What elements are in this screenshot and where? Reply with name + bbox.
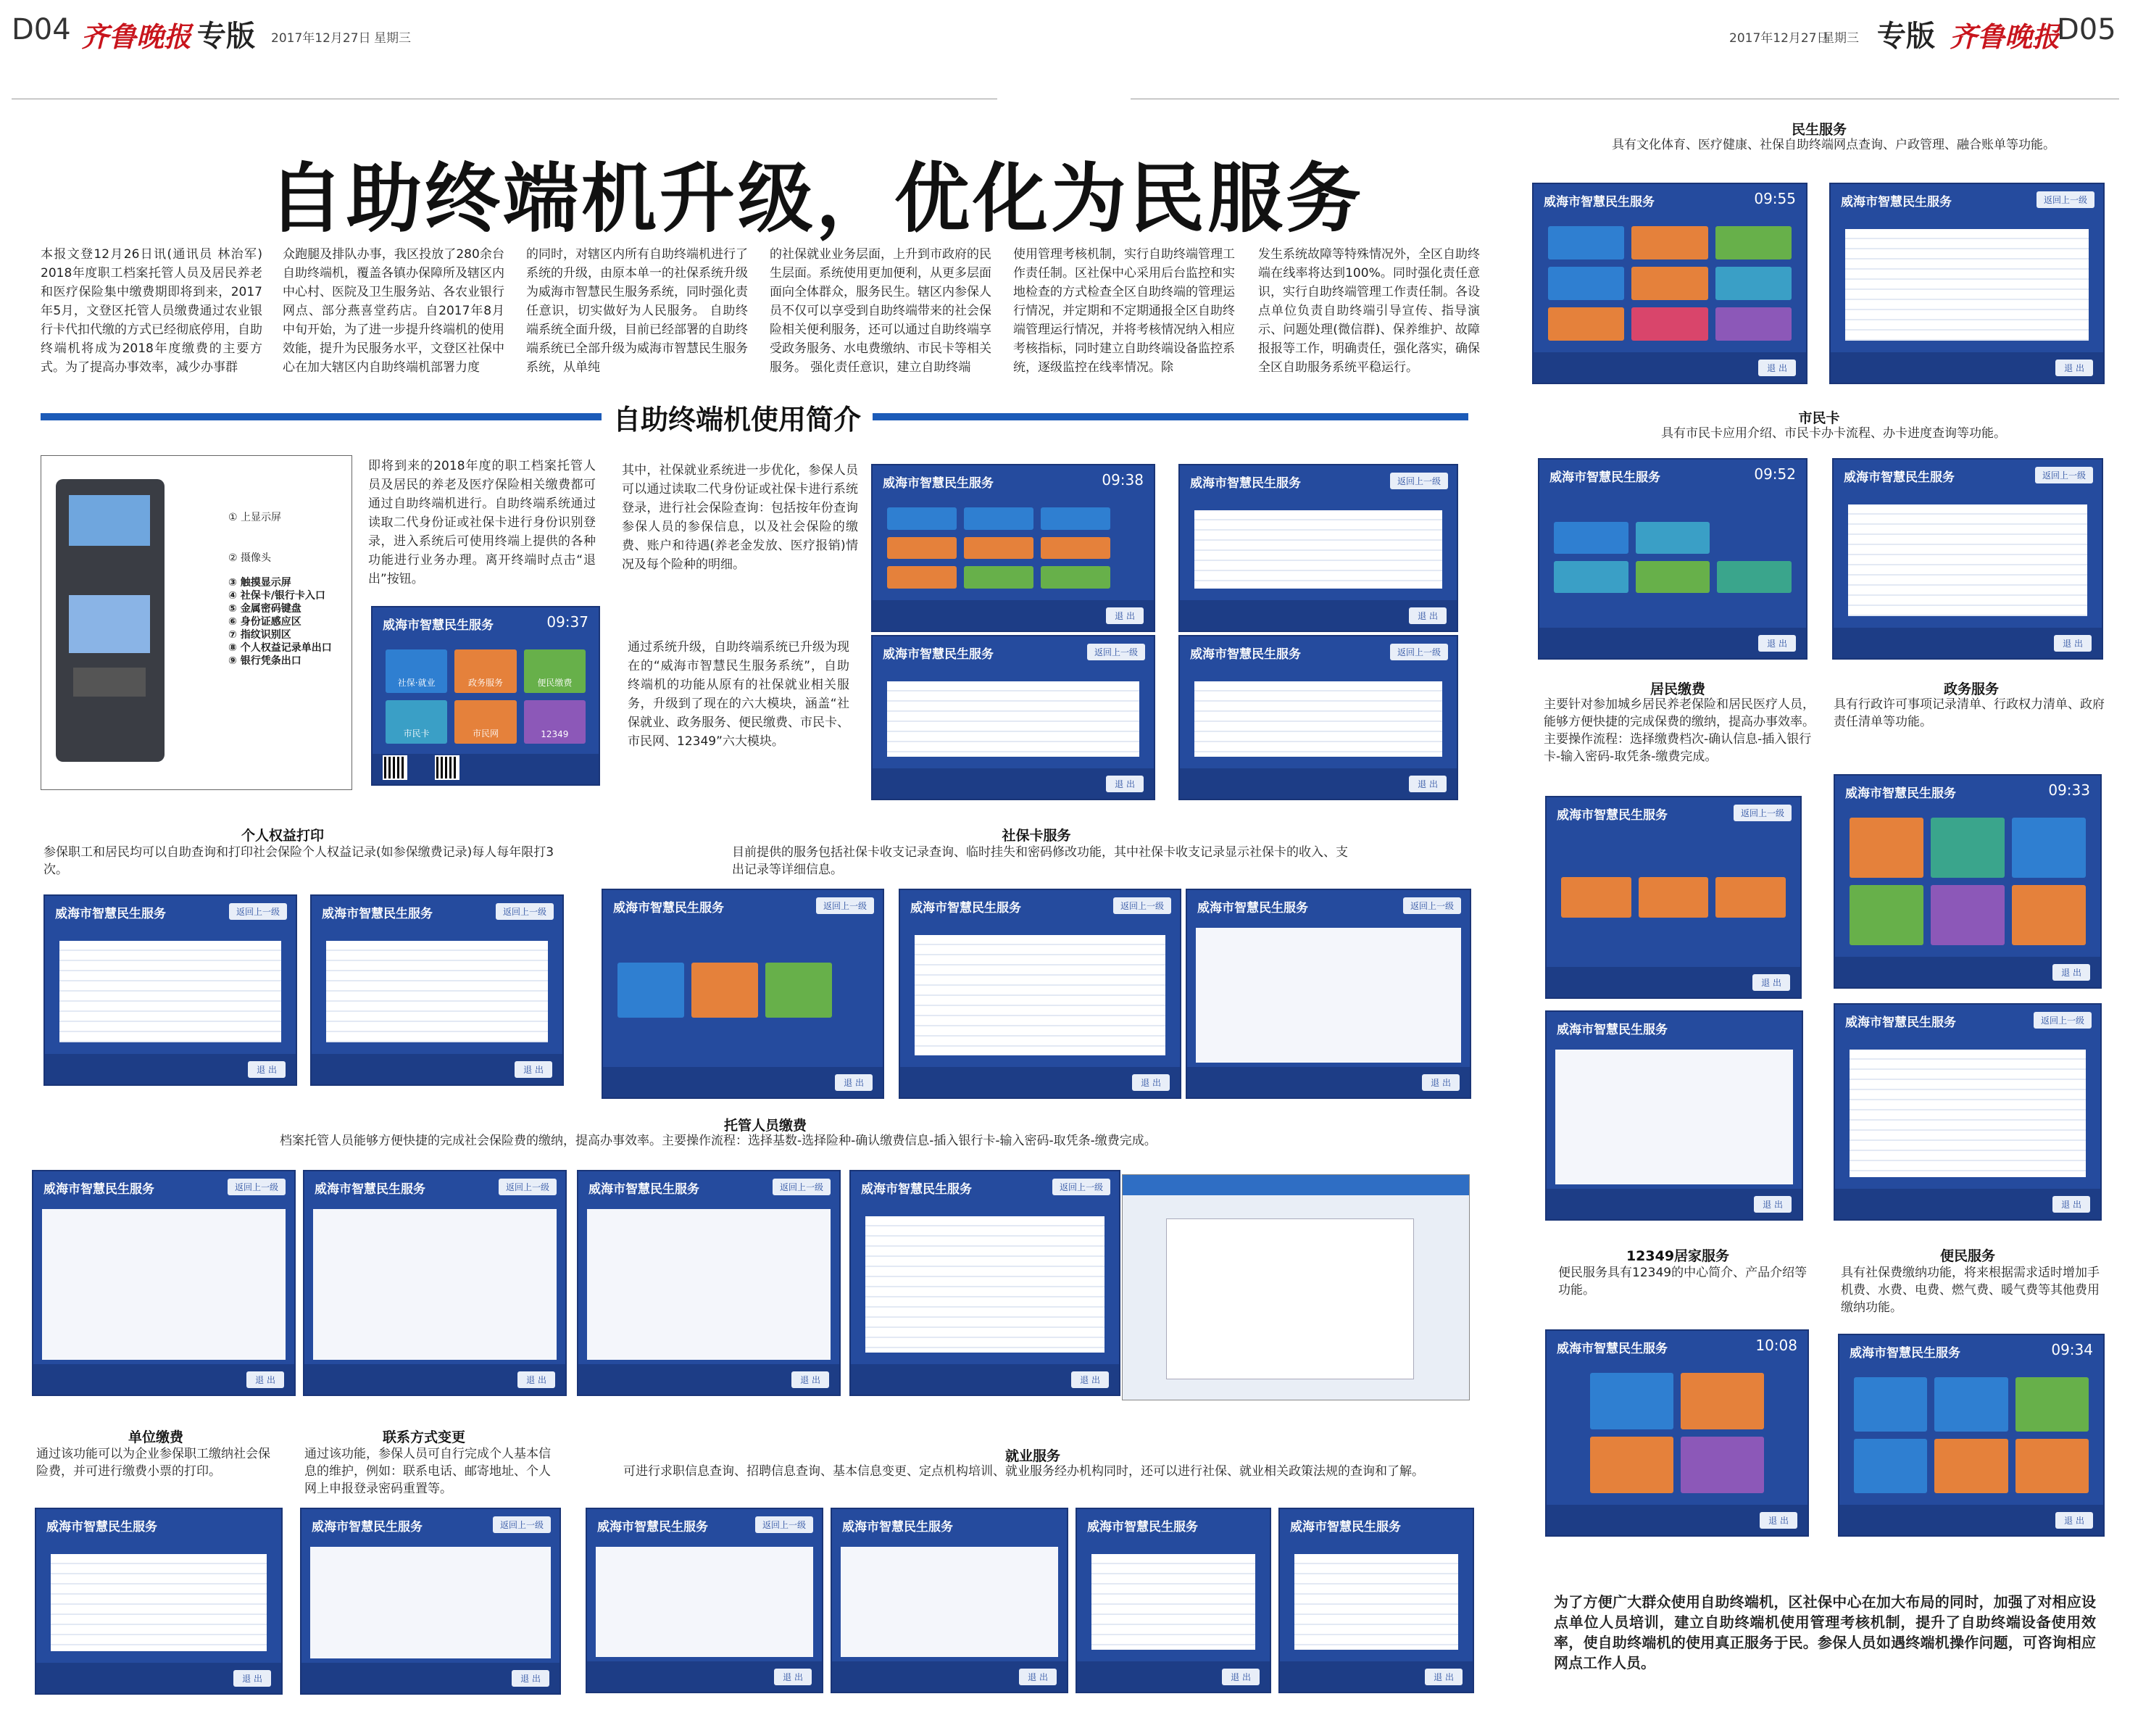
menu-tile[interactable] bbox=[1041, 566, 1110, 589]
screen-people-list bbox=[1829, 183, 2105, 384]
exit-button[interactable]: 退 出 bbox=[1106, 607, 1144, 624]
back-button[interactable]: 返回上一级 bbox=[755, 1516, 813, 1533]
unit-title: 单位缴费 bbox=[128, 1429, 183, 1445]
trust-text: 档案托管人员能够方便快捷的完成社会保险费的缴纳，提高办事效率。主要操作流程：选择基数-选择险种-确认缴费信息-插入银行卡-输入密码-取凭条-缴费完成。 bbox=[280, 1134, 1157, 1148]
menu-tile[interactable] bbox=[1681, 1437, 1764, 1493]
screen-insurance-query bbox=[1178, 464, 1458, 632]
form-panel bbox=[841, 1547, 1058, 1657]
screen-resident-confirm bbox=[1545, 1010, 1803, 1221]
screen-title: 威海市智慧民生服务 bbox=[1845, 1016, 1956, 1030]
screen-citizen-list bbox=[1832, 458, 2103, 660]
screen-footer bbox=[1180, 768, 1457, 799]
kiosk-touch-screen bbox=[69, 595, 150, 653]
menu-tile[interactable] bbox=[1931, 818, 2005, 878]
gov-text: 具有行政许可事项记录清单、行政权力清单、政府责任清单等功能。 bbox=[1834, 697, 2105, 729]
content-panel bbox=[587, 1209, 831, 1360]
page-number-right: D05 bbox=[2057, 13, 2116, 46]
exit-button[interactable]: 退 出 bbox=[1019, 1669, 1057, 1685]
exit-button[interactable]: 退 出 bbox=[515, 1061, 552, 1078]
screen-footer bbox=[312, 1054, 562, 1084]
tile-social-security[interactable]: 社保·就业 bbox=[386, 649, 447, 693]
screen-home-menu bbox=[1545, 1329, 1809, 1537]
exit-button[interactable]: 退 出 bbox=[512, 1670, 549, 1687]
menu-tile[interactable] bbox=[1854, 1439, 1927, 1493]
exit-button[interactable]: 退 出 bbox=[1425, 1669, 1463, 1685]
data-table bbox=[1194, 681, 1442, 757]
kiosk-part-labels bbox=[228, 507, 350, 668]
menu-tile[interactable] bbox=[1631, 226, 1707, 259]
screen-footer bbox=[1547, 1189, 1802, 1219]
menu-tile[interactable] bbox=[1554, 522, 1628, 554]
data-table bbox=[1848, 504, 2087, 616]
screen-footer bbox=[1831, 352, 2103, 383]
back-button[interactable]: 返回上一级 bbox=[773, 1179, 831, 1195]
utility-text: 具有社保费缴纳功能，将来根据需求适时增加手机费、水费、电费、燃气费、暖气费等其他费用缴纳功能。 bbox=[1841, 1266, 2100, 1315]
screen-footer bbox=[873, 600, 1154, 631]
screen-title: 威海市智慧民生服务 bbox=[842, 1520, 953, 1534]
form-panel bbox=[310, 1547, 551, 1658]
screen-title: 威海市智慧民生服务 bbox=[1197, 901, 1308, 915]
job-title: 就业服务 bbox=[1004, 1448, 1060, 1464]
exit-button[interactable]: 退 出 bbox=[233, 1670, 271, 1687]
screen-title: 威海市智慧民生服务 bbox=[588, 1182, 699, 1197]
screen-gov-menu bbox=[1834, 774, 2102, 989]
screen-footer bbox=[301, 1663, 559, 1693]
content-panel bbox=[1555, 1050, 1793, 1184]
screen-personal-1 bbox=[43, 894, 297, 1086]
screen-title: 威海市智慧民生服务 bbox=[883, 647, 994, 662]
screen-card-menu bbox=[602, 889, 884, 1099]
screen-footer bbox=[1280, 1661, 1473, 1692]
contact-text: 通过该功能，参保人员可自行完成个人基本信息的维护，例如：联系电话、邮寄地址、个人网上申报登录密码重置等。 bbox=[304, 1447, 551, 1496]
tile-citizen-web[interactable]: 市民网 bbox=[454, 700, 516, 744]
exit-button[interactable]: 退 出 bbox=[246, 1371, 284, 1388]
screen-clock: 09:55 bbox=[1754, 190, 1796, 207]
menu-tile[interactable] bbox=[617, 963, 684, 1018]
menu-tile[interactable] bbox=[887, 507, 957, 530]
menu-tile[interactable] bbox=[1931, 885, 2005, 945]
exit-button[interactable]: 退 出 bbox=[1132, 1074, 1170, 1091]
menu-tile[interactable] bbox=[1715, 226, 1792, 259]
screen-contact-change bbox=[300, 1508, 561, 1695]
screen-footer bbox=[603, 1067, 883, 1097]
tile-payment[interactable]: 便民缴费 bbox=[524, 649, 586, 693]
screen-gov-list bbox=[1834, 1003, 2102, 1221]
menu-tile[interactable] bbox=[1934, 1439, 2008, 1493]
screen-personal-2 bbox=[310, 894, 564, 1086]
screen-footer bbox=[578, 1364, 839, 1395]
menu-tile[interactable] bbox=[1639, 877, 1709, 918]
screen-footer bbox=[33, 1364, 294, 1395]
back-button[interactable]: 返回上一级 bbox=[1403, 897, 1461, 914]
screen-footer bbox=[1835, 957, 2100, 987]
screen-footer bbox=[1187, 1067, 1470, 1097]
menu-tile[interactable] bbox=[2012, 818, 2086, 878]
back-button[interactable]: 返回上一级 bbox=[496, 903, 554, 920]
date-right: 2017年12月27日 bbox=[1729, 31, 1829, 46]
data-table bbox=[1294, 1554, 1458, 1650]
tile-12349[interactable]: 12349 bbox=[524, 700, 586, 744]
screen-trust-4 bbox=[849, 1170, 1120, 1396]
menu-tile[interactable] bbox=[765, 963, 832, 1018]
exit-button[interactable]: 退 出 bbox=[1760, 1512, 1797, 1529]
kiosk-label: ⑦ 指纹识别区 bbox=[228, 629, 291, 641]
guide-header bbox=[1123, 1175, 1469, 1195]
data-table bbox=[915, 935, 1165, 1055]
data-table bbox=[887, 681, 1139, 757]
screen-job-2 bbox=[831, 1508, 1068, 1693]
exit-button[interactable]: 退 出 bbox=[1071, 1371, 1109, 1388]
menu-tile[interactable] bbox=[2015, 1377, 2089, 1432]
screen-card-loss bbox=[1186, 889, 1471, 1099]
screen-clock: 09:33 bbox=[2048, 781, 2090, 799]
screen-title: 威海市智慧民生服务 bbox=[315, 1182, 425, 1197]
screen-title: 威海市智慧民生服务 bbox=[910, 901, 1021, 915]
kiosk-label: ② 摄像头 bbox=[228, 552, 272, 564]
screen-title: 威海市智慧民生服务 bbox=[1557, 1023, 1668, 1037]
screen-social-menu bbox=[871, 464, 1155, 632]
menu-tile[interactable] bbox=[964, 537, 1033, 560]
data-table bbox=[1850, 1050, 2086, 1177]
unit-text: 通过该功能可以为企业参保职工缴纳社会保险费，并可进行缴费小票的打印。 bbox=[36, 1447, 270, 1479]
people-title: 民生服务 bbox=[1791, 122, 1847, 138]
weekday-left: 星期三 bbox=[374, 31, 411, 46]
screen-footer bbox=[1835, 1189, 2100, 1219]
screen-footer bbox=[587, 1661, 822, 1692]
screen-title: 威海市智慧民生服务 bbox=[1190, 476, 1301, 491]
article-col-6: 发生系统故障等特殊情况外，全区自助终端在线率将达到100%。同时强化责任意识，实行自助终端管理工作责任制。各设点单位负责自助终端引导宣传、指导演示、问题处理(微信群)、保养维护、故障报报等工作，明确责任，强化落实，确保全区自助服务系统平稳运行。 bbox=[1258, 247, 1480, 375]
tile-government[interactable]: 政务服务 bbox=[454, 649, 516, 693]
screen-title: 威海市智慧民生服务 bbox=[613, 901, 724, 915]
screen-footer bbox=[851, 1364, 1119, 1395]
back-button[interactable]: 返回上一级 bbox=[1390, 644, 1448, 660]
screen-people-menu bbox=[1532, 183, 1807, 384]
exit-button[interactable]: 退 出 bbox=[2055, 1512, 2093, 1529]
back-button[interactable]: 返回上一级 bbox=[1113, 897, 1171, 914]
menu-tile[interactable] bbox=[1636, 522, 1710, 554]
menu-tile[interactable] bbox=[1631, 307, 1707, 341]
back-button[interactable]: 返回上一级 bbox=[493, 1516, 551, 1533]
qr-code bbox=[383, 755, 407, 780]
menu-tile[interactable] bbox=[1715, 307, 1792, 341]
exit-button[interactable]: 退 出 bbox=[1752, 974, 1790, 991]
data-table bbox=[865, 1216, 1104, 1353]
newspaper-logo-left: 齐鲁晚报 bbox=[81, 20, 192, 53]
content-panel bbox=[313, 1209, 557, 1360]
back-button[interactable]: 返回上一级 bbox=[1734, 805, 1792, 821]
screen-clock: 09:37 bbox=[546, 613, 588, 631]
exit-button[interactable]: 退 出 bbox=[248, 1061, 286, 1078]
back-button[interactable]: 返回上一级 bbox=[816, 897, 874, 914]
menu-tile[interactable] bbox=[1548, 307, 1624, 341]
screen-title: 威海市智慧民生服务 bbox=[1544, 195, 1655, 209]
screen-unit-payment bbox=[35, 1508, 283, 1695]
screen-footer bbox=[1077, 1661, 1270, 1692]
citizen-text: 具有市民卡应用介绍、市民卡办卡流程、办卡进度查询等功能。 bbox=[1661, 426, 2006, 441]
exit-button[interactable]: 退 出 bbox=[2055, 360, 2093, 376]
screen-citizen-menu bbox=[1538, 458, 1807, 660]
data-table bbox=[59, 941, 281, 1042]
newspaper-logo-right: 齐鲁晚报 bbox=[1950, 20, 2060, 53]
menu-tile[interactable] bbox=[1934, 1377, 2008, 1432]
screen-footer bbox=[832, 1661, 1067, 1692]
section-label-left: 专版 bbox=[197, 20, 255, 53]
screen-trust-1 bbox=[32, 1170, 296, 1396]
resident-text: 主要针对参加城乡居民养老保险和居民医疗人员，能够方便快捷的完成保费的缴纳，提高办事效率。主要操作流程：选择缴费档次-确认信息-插入银行卡-输入密码-取凭条-缴费完成。 bbox=[1544, 697, 1815, 764]
screen-title: 威海市智慧民生服务 bbox=[883, 476, 994, 491]
screen-footer bbox=[1180, 600, 1457, 631]
gov-title: 政务服务 bbox=[1943, 681, 1999, 697]
kiosk-label: ① 上显示屏 bbox=[228, 512, 282, 523]
screen-footer bbox=[373, 754, 599, 784]
article-col-1: 本报文登12月26日讯(通讯员 林治军) 2018年度职工档案托管人员及居民养老和医疗保险集中缴费期即将到来，2017年5月，文登区托管人员缴费通过农业银行卡代扣代缴的方式已经彻底停用，自助终端机将成为2018年度缴费的主要方式。为了提高办事效率，减少办事群 bbox=[41, 247, 262, 375]
screen-card-records bbox=[899, 889, 1181, 1099]
screen-trust-2 bbox=[303, 1170, 567, 1396]
intro-para-3: 通过系统升级，自助终端系统已升级为现在的“威海市智慧民生服务系统”，自助终端机的功能从原有的社保就业相关服务，升级到了现在的六大模块，涵盖“社保就业、政务服务、便民缴费、市民卡、市民网、12349”六大模块。 bbox=[628, 640, 849, 749]
screen-title: 威海市智慧民生服务 bbox=[1549, 470, 1660, 485]
exit-button[interactable]: 退 出 bbox=[1422, 1074, 1460, 1091]
kiosk-label: ⑤ 金属密码键盘 bbox=[228, 603, 301, 615]
screen-title: 威海市智慧民生服务 bbox=[1841, 195, 1952, 209]
menu-tile[interactable] bbox=[964, 507, 1033, 530]
kiosk-label: ⑧ 个人权益记录单出口 bbox=[228, 642, 332, 654]
data-table bbox=[1091, 1554, 1255, 1650]
back-button[interactable]: 返回上一级 bbox=[499, 1179, 557, 1195]
screen-title: 威海市智慧民生服务 bbox=[1557, 808, 1668, 823]
screen-job-4 bbox=[1278, 1508, 1474, 1693]
exit-button[interactable]: 退 出 bbox=[1754, 1196, 1792, 1213]
screen-trust-3 bbox=[577, 1170, 841, 1396]
intro-para-1: 即将到来的2018年度的职工档案托管人员及居民的养老及医疗保险相关缴费都可通过自助终端机进行。自助终端系统通过读取二代身份证或社保卡进行身份识别登录，进入系统后可使用终端上提供的各种功能进行业务办理。离开终端时点击“退出”按钮。 bbox=[368, 459, 596, 586]
exit-button[interactable]: 退 出 bbox=[791, 1371, 829, 1388]
screen-account-detail bbox=[1178, 635, 1458, 800]
guide-panel bbox=[1166, 1218, 1414, 1379]
menu-tile[interactable] bbox=[1850, 885, 1923, 945]
exit-button[interactable]: 退 出 bbox=[517, 1371, 555, 1388]
main-headline: 自助终端机升级，优化为民服务 bbox=[268, 154, 1365, 243]
closing-paragraph: 为了方便广大群众使用自助终端机，区社保中心在加大布局的同时，加强了对相应设点单位人员培训，建立自助终端机使用管理考核机制，提升了自助终端设备使用效率，使自助终端机的使用真正服务于民。参保人员如遇终端机操作问题，可咨询相应网点工作人员。 bbox=[1554, 1593, 2096, 1671]
screen-footer bbox=[1547, 967, 1800, 997]
screen-title: 威海市智慧民生服务 bbox=[322, 907, 433, 921]
kiosk-label: ③ 触摸显示屏 bbox=[228, 577, 291, 589]
intro-section-title: 自助终端机使用简介 bbox=[602, 397, 873, 437]
screen-title: 威海市智慧民生服务 bbox=[597, 1520, 708, 1534]
kiosk-label: ⑥ 身份证感应区 bbox=[228, 616, 301, 628]
exit-button[interactable]: 退 出 bbox=[1758, 635, 1796, 652]
screen-footer bbox=[304, 1364, 565, 1395]
screen-job-3 bbox=[1076, 1508, 1271, 1693]
menu-tile[interactable] bbox=[1850, 818, 1923, 878]
data-table bbox=[1845, 229, 2089, 341]
article-col-3: 的同时，对辖区内所有自助终端机进行了系统的升级，由原本单一的社保系统升级为威海市智慧民生服务系统，同时强化责任意识，切实做好为人民服务。 自助终端系统全面升级，目前已经部署的自助终端系统已全部升级为威海市智慧民生服务系统，从单纯 bbox=[526, 247, 748, 375]
screen-footer bbox=[873, 768, 1154, 799]
back-button[interactable]: 返回上一级 bbox=[1087, 644, 1145, 660]
back-button[interactable]: 返回上一级 bbox=[2035, 467, 2093, 483]
weekday-right: 星期三 bbox=[1822, 31, 1859, 46]
screen-title: 威海市智慧民生服务 bbox=[312, 1520, 423, 1534]
screen-footer bbox=[36, 1663, 281, 1693]
personal-text: 参保职工和居民均可以自助查询和打印社会保险个人权益记录(如参保缴费记录)每人每年限打3次。 bbox=[43, 845, 554, 877]
kiosk-keypad bbox=[73, 668, 146, 697]
utility-title: 便民服务 bbox=[1939, 1248, 1995, 1264]
menu-tile[interactable] bbox=[1715, 267, 1792, 300]
page-number-left: D04 bbox=[12, 13, 71, 46]
exit-button[interactable]: 退 出 bbox=[2054, 635, 2092, 652]
back-button[interactable]: 返回上一级 bbox=[2037, 191, 2094, 208]
tile-citizen-card[interactable]: 市民卡 bbox=[386, 700, 447, 744]
exit-button[interactable]: 退 出 bbox=[2052, 1196, 2090, 1213]
menu-tile[interactable] bbox=[1636, 561, 1710, 593]
kiosk-figure bbox=[41, 455, 352, 790]
menu-tile[interactable] bbox=[1561, 877, 1631, 918]
kiosk-label: ④ 社保卡/银行卡入口 bbox=[228, 590, 325, 602]
kiosk-machine-image bbox=[56, 479, 165, 762]
data-table bbox=[326, 941, 548, 1042]
exit-button[interactable]: 退 出 bbox=[1106, 776, 1144, 792]
exit-button[interactable]: 退 出 bbox=[835, 1074, 873, 1091]
screen-resident-menu bbox=[1545, 796, 1802, 999]
screen-footer bbox=[1834, 628, 2102, 658]
menu-tile[interactable] bbox=[1548, 267, 1624, 300]
personal-title: 个人权益打印 bbox=[241, 828, 324, 844]
menu-tile[interactable] bbox=[1041, 507, 1110, 530]
resident-title: 居民缴费 bbox=[1649, 681, 1705, 697]
home-text: 便民服务具有12349的中心简介、产品介绍等功能。 bbox=[1558, 1266, 1807, 1297]
screen-clock: 09:52 bbox=[1754, 465, 1796, 483]
screen-title: 威海市智慧民生服务 bbox=[1190, 647, 1301, 662]
section-label-right: 专版 bbox=[1877, 20, 1935, 53]
screen-main-menu bbox=[371, 606, 600, 786]
home-title: 12349居家服务 bbox=[1626, 1248, 1730, 1264]
operation-guide-figure bbox=[1122, 1174, 1470, 1400]
screen-title: 威海市智慧民生服务 bbox=[1557, 1342, 1668, 1356]
content-panel bbox=[42, 1209, 286, 1360]
date-left: 2017年12月27日 bbox=[271, 31, 371, 46]
screen-title: 威海市智慧民生服务 bbox=[383, 618, 494, 633]
qr-code bbox=[435, 755, 459, 780]
screen-clock: 09:34 bbox=[2051, 1341, 2093, 1358]
back-button[interactable]: 返回上一级 bbox=[1052, 1179, 1110, 1195]
people-text: 具有文化体育、医疗健康、社保自助终端网点查询、户政管理、融合账单等功能。 bbox=[1612, 138, 2055, 152]
screen-title: 威海市智慧民生服务 bbox=[861, 1182, 972, 1197]
menu-tile[interactable] bbox=[1041, 537, 1110, 560]
menu-tile[interactable] bbox=[2015, 1439, 2089, 1493]
screen-footer bbox=[1839, 1505, 2103, 1535]
exit-button[interactable]: 退 出 bbox=[1409, 607, 1447, 624]
exit-button[interactable]: 退 出 bbox=[774, 1669, 812, 1685]
menu-tile[interactable] bbox=[1590, 1437, 1673, 1493]
exit-button[interactable]: 退 出 bbox=[1758, 360, 1796, 376]
kiosk-label: ⑨ 银行凭条出口 bbox=[228, 655, 301, 667]
back-button[interactable]: 返回上一级 bbox=[228, 1179, 286, 1195]
menu-tile[interactable] bbox=[964, 566, 1033, 589]
data-table bbox=[51, 1554, 267, 1651]
screen-payment-detail bbox=[871, 635, 1155, 800]
back-button[interactable]: 返回上一级 bbox=[229, 903, 287, 920]
screen-job-1 bbox=[586, 1508, 823, 1693]
screen-title: 威海市智慧民生服务 bbox=[1845, 786, 1956, 801]
menu-tile[interactable] bbox=[1681, 1373, 1764, 1429]
kiosk-upper-screen bbox=[69, 495, 150, 546]
screen-title: 威海市智慧民生服务 bbox=[1087, 1520, 1198, 1534]
menu-tile[interactable] bbox=[1548, 226, 1624, 259]
screen-title: 威海市智慧民生服务 bbox=[1850, 1346, 1960, 1361]
menu-tile[interactable] bbox=[691, 963, 758, 1018]
intro-para-2: 其中，社保就业系统进一步优化，参保人员可以通过读取二代身份证或社保卡进行系统登录，进行社会保险查询：包括按年份查询参保人员的参保信息，以及社会保险的缴费、账户和待遇(养老金发放、医疗报销)情况及每个险种的明细。 bbox=[622, 463, 858, 572]
menu-tile[interactable] bbox=[2012, 885, 2086, 945]
screen-footer bbox=[1539, 628, 1806, 658]
menu-tile[interactable] bbox=[1631, 267, 1707, 300]
screen-utility-menu bbox=[1838, 1334, 2105, 1537]
screen-title: 威海市智慧民生服务 bbox=[43, 1182, 154, 1197]
menu-tile[interactable] bbox=[1715, 877, 1786, 918]
screen-footer bbox=[1534, 352, 1806, 383]
menu-tile[interactable] bbox=[887, 566, 957, 589]
menu-tile[interactable] bbox=[1717, 561, 1792, 593]
exit-button[interactable]: 退 出 bbox=[2052, 964, 2090, 981]
back-button[interactable]: 返回上一级 bbox=[2034, 1012, 2092, 1029]
menu-tile[interactable] bbox=[1590, 1373, 1673, 1429]
menu-tile[interactable] bbox=[1854, 1377, 1927, 1432]
menu-tile[interactable] bbox=[1554, 561, 1628, 593]
data-table bbox=[1194, 510, 1442, 589]
content-panel bbox=[1196, 928, 1461, 1063]
exit-button[interactable]: 退 出 bbox=[1222, 1669, 1260, 1685]
screen-footer bbox=[1547, 1505, 1807, 1535]
article-col-5: 使用管理考核机制，实行自助终端管理工作责任制。区社保中心采用后台监控和实地检查的方式检查全区自助终端的管理运行情况，并定期和不定期通报全区自助终端管理运行情况，并将考核情况纳入相应考核指标，同时建立自助终端设备监控系统，逐级监控在线率情况。除 bbox=[1013, 247, 1235, 375]
screen-clock: 10:08 bbox=[1755, 1337, 1797, 1354]
back-button[interactable]: 返回上一级 bbox=[1390, 473, 1448, 489]
menu-tile-empty bbox=[1717, 522, 1792, 554]
contact-title: 联系方式变更 bbox=[382, 1429, 465, 1445]
screen-title: 威海市智慧民生服务 bbox=[46, 1520, 157, 1534]
screen-title: 威海市智慧民生服务 bbox=[55, 907, 166, 921]
menu-tile[interactable] bbox=[887, 537, 957, 560]
card-title: 社保卡服务 bbox=[1002, 828, 1071, 844]
exit-button[interactable]: 退 出 bbox=[1409, 776, 1447, 792]
screen-footer bbox=[45, 1054, 296, 1084]
job-text: 可进行求职信息查询、招聘信息查询、基本信息变更、定点机构培训、就业服务经办机构同时，还可以进行社保、就业相关政策法规的查询和了解。 bbox=[623, 1464, 1424, 1479]
article-col-4: 的社保就业业务层面，上升到市政府的民生层面。系统使用更加便利，从更多层面面向全体群众，服务民生。辖区内参保人员不仅可以享受到自助终端带来的社会保险相关便利服务，还可以通过自助终端享受政务服务、水电费缴纳、市民卡等相关服务。 强化责任意识，建立自助终端 bbox=[770, 247, 991, 375]
screen-clock: 09:38 bbox=[1102, 471, 1144, 489]
trust-title: 托管人员缴费 bbox=[723, 1118, 807, 1134]
article-col-2: 众跑腿及排队办事，我区投放了280余台自助终端机，覆盖各镇办保障所及辖区内中心村、医院及卫生服务站、各农业银行网点、部分燕喜堂药店。自2017年8月中旬开始，为了进一步提升终端机的使用效能，提升为民服务水平，文登区社保中心在加大辖区内自助终端机部署力度 bbox=[283, 247, 504, 375]
screen-title: 威海市智慧民生服务 bbox=[1290, 1520, 1401, 1534]
form-panel bbox=[596, 1547, 813, 1657]
citizen-title: 市民卡 bbox=[1798, 410, 1840, 426]
card-text: 目前提供的服务包括社保卡收支记录查询、临时挂失和密码修改功能，其中社保卡收支记录显示社保卡的收入、支出记录等详细信息。 bbox=[732, 845, 1348, 877]
screen-footer bbox=[900, 1067, 1180, 1097]
screen-title: 威海市智慧民生服务 bbox=[1844, 470, 1955, 485]
